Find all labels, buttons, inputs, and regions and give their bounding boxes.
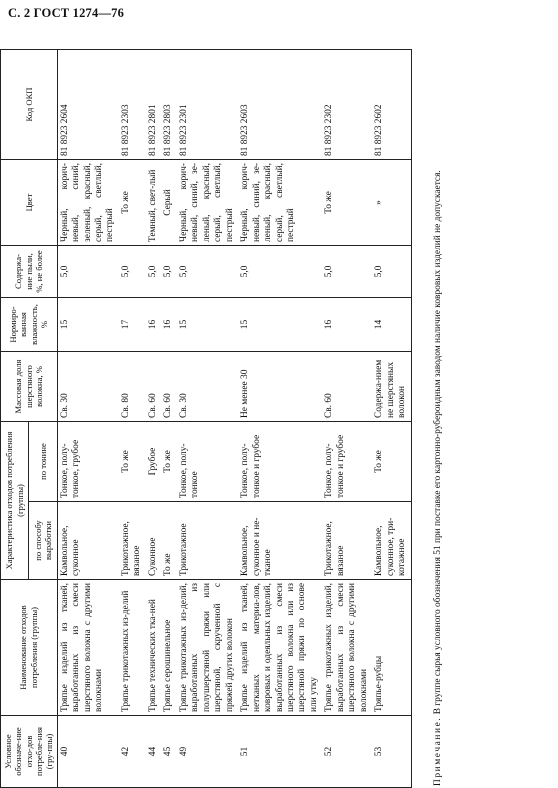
cell-name: Тряпье-рубцы	[372, 580, 411, 716]
cell-color: Серый	[161, 160, 176, 246]
cell-method: Трикотажное, вязаное	[119, 502, 146, 580]
rotated-table-page	[0, 33, 498, 788]
cell-humidity: 15	[177, 298, 238, 352]
cell-code: 44	[146, 716, 161, 788]
cell-name: Тряпье изделий из тканей, нетканых материа-лов, ковровых и одеяльных изделий, выработанных из смеси шерстяного волокна или из шерстяной пряжи по основе или утку	[238, 580, 322, 716]
cell-humidity: 17	[119, 298, 146, 352]
cell-dust: 5,0	[177, 246, 238, 298]
cell-method: Камвольное, суконное, три-котажное	[372, 502, 411, 580]
col-header-fiber-share: Массовая доля шерстяного волокна, %	[1, 352, 58, 422]
cell-fiber: Св. 60	[161, 352, 176, 422]
table-row	[177, 50, 238, 788]
cell-code: 52	[322, 716, 372, 788]
cell-fineness: То же	[119, 422, 146, 502]
col-header-humidity: Нормиро-ванная влажность, %	[1, 298, 58, 352]
cell-fineness: Тонкое, полу-тонкое и грубое	[238, 422, 322, 502]
cell-name: Тряпье серошинельное	[161, 580, 176, 716]
cell-code: 45	[161, 716, 176, 788]
cell-okp: 81 8923 2604	[57, 50, 119, 160]
table-row	[372, 50, 411, 788]
col-header-code: Условное обозначе-ние отхо-дов потребле-ния (гру-ппы)	[1, 716, 58, 788]
cell-color: Черный, корич-невый, синий, зе-леный, красный, серый, светлый, пестрый	[177, 160, 238, 246]
cell-method: То же	[161, 502, 176, 580]
cell-fiber: Св. 60	[146, 352, 161, 422]
cell-color: То же	[119, 160, 146, 246]
cell-dust: 5,0	[372, 246, 411, 298]
cell-color: Черный, корич-невый, синий, зеленый, красный, серый, светлый, пестрый	[57, 160, 119, 246]
cell-okp: 81 8923 2302	[322, 50, 372, 160]
cell-name: Тряпье трикотажных изделий, выработанных из смеси шерстяного волокна с другими волокнами	[322, 580, 372, 716]
cell-dust: 5,0	[322, 246, 372, 298]
col-header-color: Цвет	[1, 160, 58, 246]
cell-humidity: 16	[161, 298, 176, 352]
note-label: Примечание.	[433, 716, 443, 786]
cell-method: Трикотажное, вязаное	[322, 502, 372, 580]
note-text: В группе сырья условного обозначения 51 при поставке его картонно-рубероидным заводом наличие ковровых изделий не допускается.	[433, 170, 443, 715]
col-header-method: по способу выработки	[29, 502, 57, 580]
table-row	[238, 50, 322, 788]
cell-humidity: 14	[372, 298, 411, 352]
cell-fineness: То же	[372, 422, 411, 502]
cell-okp: 81 8923 2801	[146, 50, 161, 160]
cell-method: Суконное	[146, 502, 161, 580]
table-row	[57, 50, 119, 788]
cell-fineness: Грубое	[146, 422, 161, 502]
cell-dust: 5,0	[161, 246, 176, 298]
cell-name: Тряпье трикотажных из-делий, выработанных из полушерстяной пряжи или шерстяной, скрученной с пряжей других волокон	[177, 580, 238, 716]
cell-fiber: Содержа-нием не шерстяных волокон	[372, 352, 411, 422]
cell-humidity: 15	[238, 298, 322, 352]
col-header-characteristic: Характеристика отходов потребления (группы)	[1, 422, 29, 580]
cell-name: Тряпье технических тка-ней	[146, 580, 161, 716]
cell-fiber: Св. 30	[57, 352, 119, 422]
cell-fiber: Св. 80	[119, 352, 146, 422]
cell-code: 53	[372, 716, 411, 788]
cell-code: 42	[119, 716, 146, 788]
cell-okp: 81 8923 2803	[161, 50, 176, 160]
col-header-dust: Содержа-ние пыли, %, не более	[1, 246, 58, 298]
cell-color: Черный, корич-невый, синий, зе-леный, красный, серый, светлый, пестрый	[238, 160, 322, 246]
cell-humidity: 15	[57, 298, 119, 352]
cell-humidity: 16	[146, 298, 161, 352]
waste-groups-table	[0, 49, 412, 788]
cell-dust: 5,0	[146, 246, 161, 298]
cell-okp: 81 8923 2602	[372, 50, 411, 160]
cell-okp: 81 8923 2301	[177, 50, 238, 160]
cell-color: Темный, свет-лый	[146, 160, 161, 246]
cell-dust: 5,0	[119, 246, 146, 298]
cell-method: Камвольное, суконное и не-тканое	[238, 502, 322, 580]
cell-method: Трикотажное	[177, 502, 238, 580]
table-row	[119, 50, 146, 788]
cell-fiber: Не менее 30	[238, 352, 322, 422]
table-row	[322, 50, 372, 788]
cell-fiber: Св. 30	[177, 352, 238, 422]
cell-method: Камвольное, суконное	[57, 502, 119, 580]
page-header: С. 2 ГОСТ 1274—76	[8, 6, 125, 20]
cell-code: 49	[177, 716, 238, 788]
cell-dust: 5,0	[57, 246, 119, 298]
cell-okp: 81 8923 2303	[119, 50, 146, 160]
cell-dust: 5,0	[238, 246, 322, 298]
table-row	[161, 50, 176, 788]
cell-code: 51	[238, 716, 322, 788]
cell-fineness: Тонкое, полу-тонкое и грубое	[322, 422, 372, 502]
col-header-name: Наименование отходов потребления (группы)	[1, 580, 58, 716]
cell-name: Тряпье изделий из тканей, выработанных из смеси шерстяного волокна с другими волокнами	[57, 580, 119, 716]
cell-code: 40	[57, 716, 119, 788]
col-header-okp: Код ОКП	[1, 50, 58, 160]
table-note	[433, 52, 445, 786]
cell-name: Тряпье трикотажных из-делий	[119, 580, 146, 716]
cell-color: То же	[322, 160, 372, 246]
cell-humidity: 16	[322, 298, 372, 352]
cell-fineness: Тонкое, полу-тонкое, грубое	[57, 422, 119, 502]
col-header-fineness: по тонине	[29, 422, 57, 502]
cell-fineness: То же	[161, 422, 176, 502]
table-row	[146, 50, 161, 788]
cell-okp: 81 8923 2603	[238, 50, 322, 160]
cell-color: »	[372, 160, 411, 246]
cell-fineness: Тонкое, полу-тонкое	[177, 422, 238, 502]
cell-fiber: Св. 60	[322, 352, 372, 422]
